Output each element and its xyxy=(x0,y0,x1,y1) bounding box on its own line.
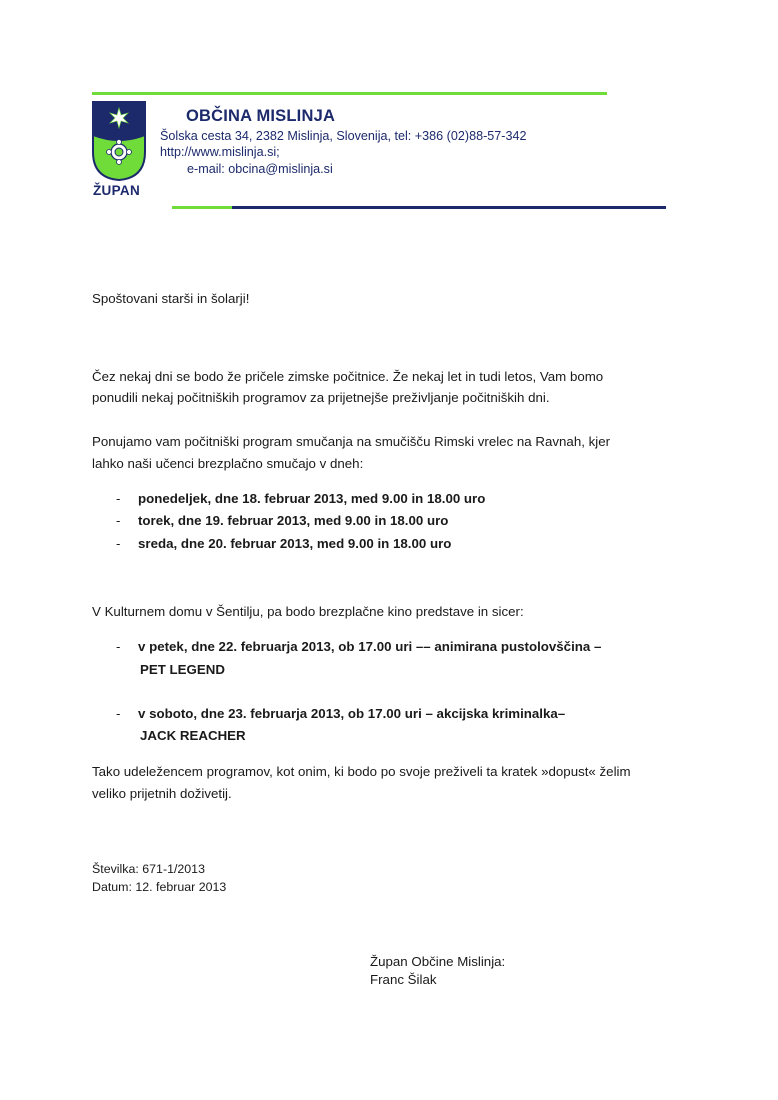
greeting: Spoštovani starši in šolarji! xyxy=(92,291,250,306)
list-item: v petek, dne 22. februarja 2013, ob 17.00 uri –– animirana pustolovščina – xyxy=(138,639,602,654)
list-bullet: - xyxy=(116,491,121,506)
list-item-title: JACK REACHER xyxy=(140,728,246,743)
letterhead-top-rule xyxy=(92,92,607,95)
list-bullet: - xyxy=(116,513,121,528)
website-link[interactable]: http://www.mislinja.si; xyxy=(160,145,280,159)
crest-caption: ŽUPAN xyxy=(93,183,140,198)
paragraph-2-line-1: Ponujamo vam počitniški program smučanja na smučišču Rimski vrelec na Ravnah, kjer xyxy=(92,434,611,449)
paragraph-1-line-2: ponudili nekaj počitniških programov za prijetnejše preživljanje počitniških dni. xyxy=(92,390,550,405)
reference-date: Datum: 12. februar 2013 xyxy=(92,880,227,894)
reference-number: Številka: 671-1/2013 xyxy=(92,862,205,876)
crest-shield-icon xyxy=(91,100,147,182)
paragraph-2-line-2: lahko naši učenci brezplačno smučajo v dneh: xyxy=(92,456,364,471)
organization-name: OBČINA MISLINJA xyxy=(186,107,336,125)
list-item: v soboto, dne 23. februarja 2013, ob 17.00 uri – akcijska kriminalka– xyxy=(138,706,566,721)
signature-title: Župan Občine Mislinja: xyxy=(370,954,506,969)
paragraph-1-line-1: Čez nekaj dni se bodo že pričele zimske počitnice. Že nekaj let in tudi letos, Vam bomo xyxy=(92,369,604,384)
list-item: sreda, dne 20. februar 2013, med 9.00 in 18.00 uro xyxy=(138,536,452,551)
cinema-intro: V Kulturnem domu v Šentilju, pa bodo brezplačne kino predstave in sicer: xyxy=(92,604,524,619)
letterhead-bottom-rule-green xyxy=(172,206,232,209)
municipal-crest xyxy=(91,100,147,182)
email-link[interactable]: e-mail: obcina@mislinja.si xyxy=(187,162,333,176)
address-line: Šolska cesta 34, 2382 Mislinja, Slovenija, tel: +386 (02)88-57-342 xyxy=(160,129,527,143)
list-item: torek, dne 19. februar 2013, med 9.00 in 18.00 uro xyxy=(138,513,449,528)
closing-line-1: Tako udeležencem programov, kot onim, ki bodo po svoje preživeli ta kratek »dopust« želim xyxy=(92,764,631,779)
list-bullet: - xyxy=(116,706,121,721)
list-bullet: - xyxy=(116,536,121,551)
letterhead-bottom-rule-navy xyxy=(232,206,666,209)
closing-line-2: veliko prijetnih doživetij. xyxy=(92,786,232,801)
list-item-title: PET LEGEND xyxy=(140,662,225,677)
list-bullet: - xyxy=(116,639,121,654)
list-item: ponedeljek, dne 18. februar 2013, med 9.00 in 18.00 uro xyxy=(138,491,486,506)
signature-name: Franc Šilak xyxy=(370,972,437,987)
